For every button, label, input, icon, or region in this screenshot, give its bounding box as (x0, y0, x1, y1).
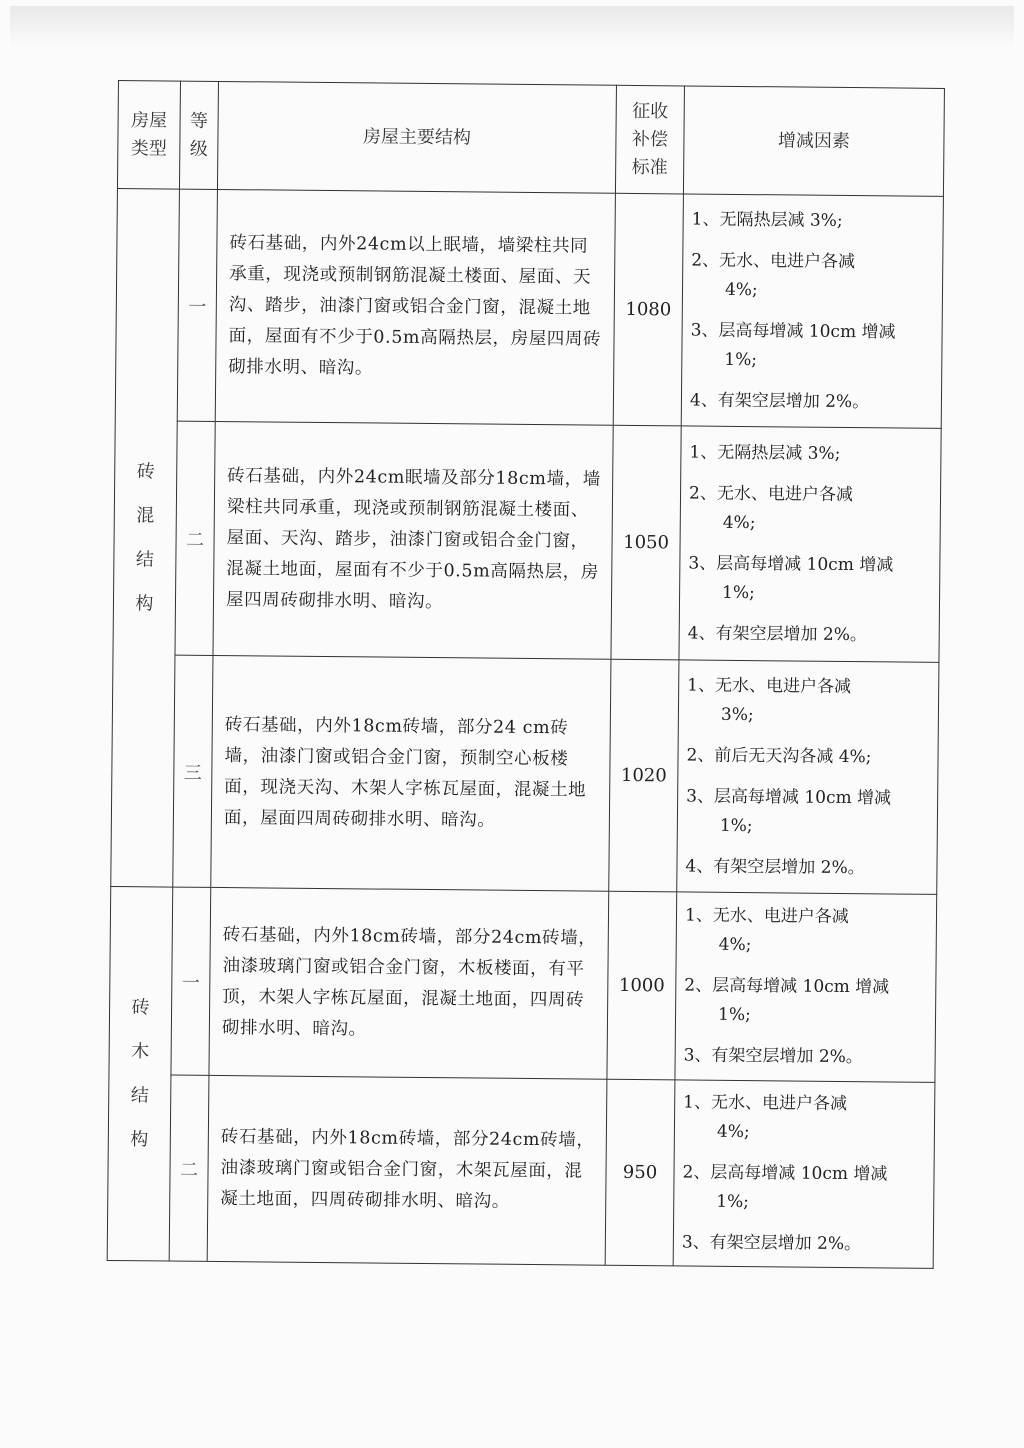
factors-cell (677, 660, 939, 894)
table-row (113, 420, 941, 662)
header-grade (179, 81, 218, 189)
factor-text-cont: 4%; (716, 1121, 750, 1143)
factor-text-cont: 1%; (719, 815, 753, 836)
type-char: 混 (136, 504, 155, 526)
standard-cell: 1050 (611, 425, 681, 660)
structure-cell: 砖石基础，内外24cm眠墙及部分18cm墙，墙梁柱共同承重，现浇或预制钢筋混凝土楼面、屋面、天沟、踏步，油漆门窗或铝合金门窗，混凝土地面，屋面有不少于0.5m高隔热层，房屋四周砖砌排水明、暗沟。 (213, 421, 613, 659)
factor-text: 1、无水、电进户各减 (684, 905, 849, 928)
header-type-line: 类型 (130, 137, 167, 159)
header-type-line: 房屋 (131, 109, 168, 131)
factor-text: 4、有架空层增加 2%。 (685, 855, 865, 878)
type-char: 构 (135, 592, 154, 614)
factor-item (685, 852, 928, 883)
factor-text-cont: 3%; (720, 704, 754, 725)
type-cell-brick-wood (107, 886, 173, 1261)
factor-text: 2、无水、电进户各减 (691, 250, 856, 272)
factor-text-cont: 4%; (722, 512, 756, 533)
header-standard-line: 补偿 (631, 128, 669, 150)
factor-text: 1、无水、电进户各减 (687, 674, 852, 697)
factor-item (684, 971, 928, 1031)
grade-cell: 二 (175, 421, 215, 655)
factor-text: 2、层高每增减 10cm 增减 (684, 975, 890, 998)
factor-text: 2、无水、电进户各减 (688, 483, 853, 505)
structure-cell: 砖石基础，内外18cm砖墙，部分24cm砖墙，油漆玻璃门窗或铝合金门窗，木架瓦屋面，混凝土地面，四周砖砌排水明、暗沟。 (207, 1075, 607, 1265)
factor-item (689, 479, 933, 539)
standard-cell: 1000 (607, 891, 677, 1080)
factor-text: 3、有架空层增加 2%。 (683, 1045, 863, 1068)
factor-text-cont: 1%; (722, 582, 755, 603)
factors-cell (673, 1080, 935, 1268)
factor-item (691, 246, 935, 306)
type-cell-brick-concrete (111, 188, 180, 887)
grade-cell: 三 (173, 655, 213, 887)
header-standard-line: 标准 (631, 156, 668, 178)
type-char: 结 (130, 1084, 149, 1106)
header-standard-line: 征收 (632, 100, 669, 122)
factor-item (686, 741, 929, 772)
factor-item (689, 438, 932, 469)
header-type (117, 81, 180, 190)
table-row (111, 654, 939, 894)
factor-text: 4、有架空层增加 2%。 (687, 622, 868, 645)
grade-cell: 二 (169, 1075, 209, 1261)
factor-item (685, 901, 929, 961)
structure-cell: 砖石基础，内外24cm以上眠墙，墙梁柱共同承重，现浇或预制钢筋混凝土楼面、屋面、天沟、踏步，油漆门窗或铝合金门窗，混凝土地面，屋面有不少于0.5m高隔热层，房屋四周砖砌排水明、暗沟。 (215, 189, 615, 425)
factor-item (690, 386, 933, 417)
factor-item (687, 671, 931, 731)
factor-text-cont: 4%; (724, 279, 758, 300)
structure-cell: 砖石基础，内外18cm砖墙，部分24 cm砖墙，油漆门窗或铝合金门窗，预制空心板楼面，现浇天沟、木架人字栋瓦屋面，混凝土地面，屋面四周砖砌排水明、暗沟。 (211, 655, 611, 891)
factor-text: 3、层高每增减 10cm 增减 (690, 320, 896, 342)
factor-text-cont: 1%; (716, 1191, 750, 1213)
factor-text-cont: 4%; (718, 934, 752, 956)
scan-edge-shadow (10, 6, 1014, 48)
factor-item (684, 1041, 927, 1072)
factors-cell (675, 892, 937, 1082)
factor-item (686, 782, 930, 842)
factor-item (682, 1158, 926, 1218)
factor-text: 2、层高每增减 10cm 增减 (682, 1162, 888, 1185)
type-char: 构 (130, 1128, 149, 1150)
factor-text: 1、无隔热层减 3%; (689, 442, 841, 464)
type-char: 结 (135, 548, 155, 570)
compensation-table (107, 80, 945, 1269)
type-char: 木 (131, 1040, 150, 1062)
factor-text: 1、无隔热层减 3%; (691, 209, 843, 231)
standard-cell: 950 (605, 1079, 675, 1266)
grade-cell: 一 (171, 887, 211, 1075)
factor-item (692, 205, 935, 236)
structure-cell: 砖石基础，内外18cm砖墙，部分24cm砖墙，油漆玻璃门窗或铝合金门窗，木板楼面，有平顶，木架人字栋瓦屋面，混凝土地面，四周砖砌排水明、暗沟。 (209, 887, 609, 1079)
factor-item (690, 316, 934, 376)
header-row (117, 81, 944, 197)
factor-text: 3、层高每增减 10cm 增减 (688, 552, 894, 575)
factor-item (683, 1088, 927, 1148)
factor-item (688, 619, 931, 650)
factor-text-cont: 1%; (717, 1004, 751, 1026)
standard-cell: 1080 (613, 193, 683, 426)
factor-text: 2、前后无天沟各减 4%; (686, 744, 872, 767)
header-factors: 增减因素 (683, 86, 944, 196)
grade-cell: 一 (177, 189, 217, 421)
standard-cell: 1020 (609, 659, 679, 892)
table-row (115, 188, 943, 428)
table-row (107, 1074, 935, 1268)
factor-text: 4、有架空层增加 2%。 (689, 390, 870, 412)
type-char: 砖 (131, 996, 150, 1018)
factors-cell (679, 426, 941, 662)
table-row (109, 886, 937, 1082)
factor-item (682, 1228, 925, 1259)
header-grade-line: 等 (190, 110, 209, 132)
header-grade-line: 级 (189, 138, 208, 160)
factor-text-cont: 1%; (724, 349, 758, 370)
factor-text: 1、无水、电进户各减 (683, 1092, 848, 1115)
factor-text: 3、层高每增减 10cm 增减 (686, 785, 892, 808)
header-structure: 房屋主要结构 (217, 81, 616, 193)
type-char: 砖 (136, 460, 155, 482)
factor-text: 3、有架空层增加 2%。 (681, 1232, 862, 1255)
factor-item (688, 549, 932, 609)
factors-cell (681, 194, 943, 428)
header-standard (615, 85, 684, 194)
